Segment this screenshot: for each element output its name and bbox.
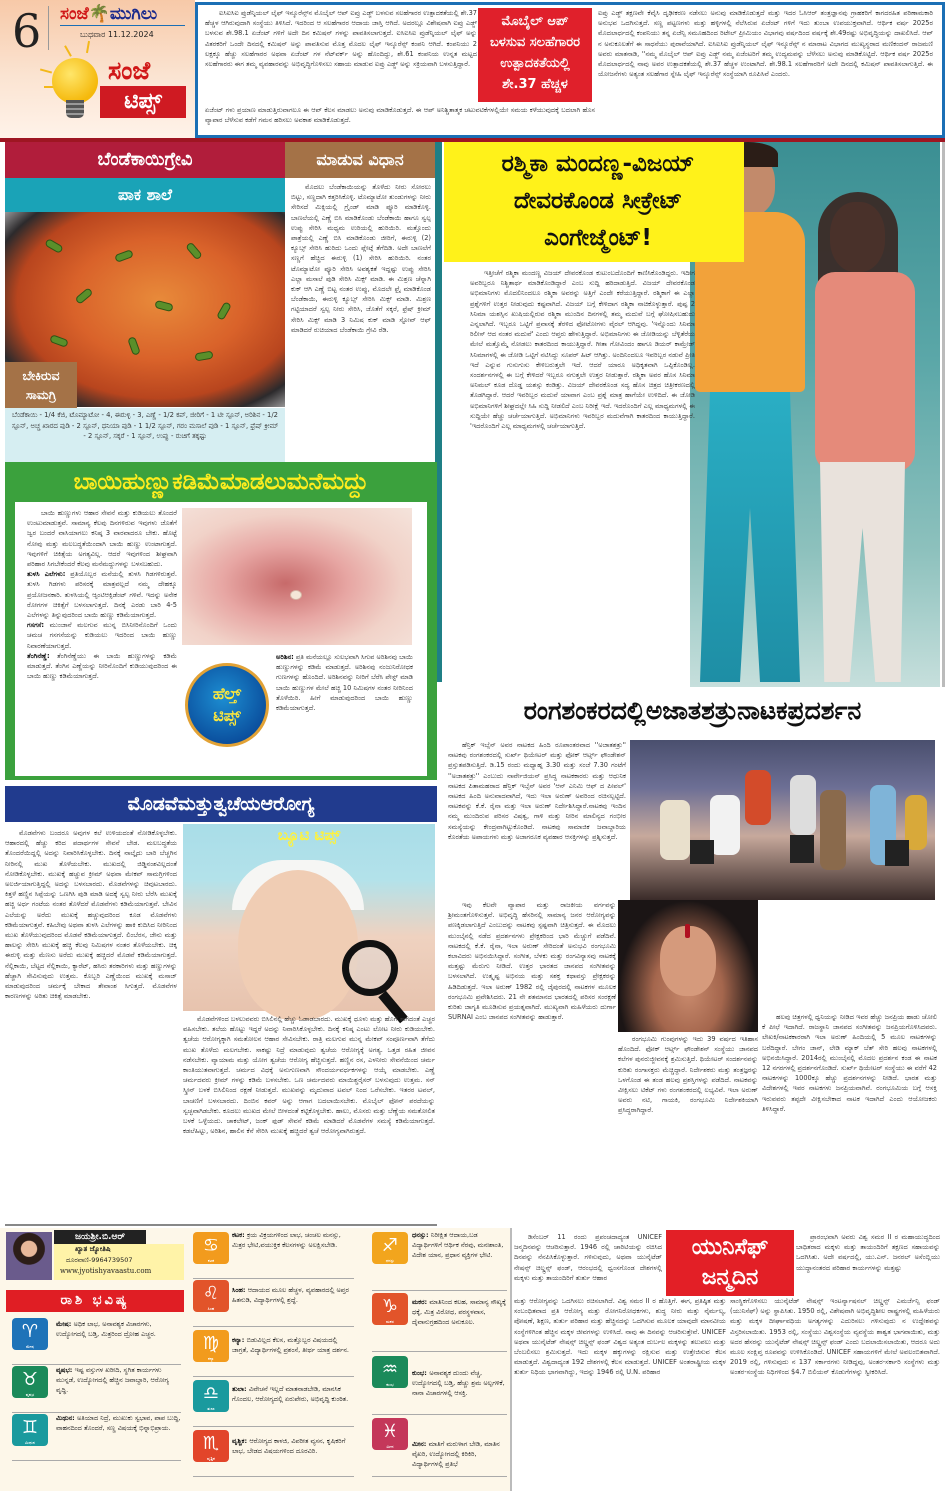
entry-divider	[12, 1460, 181, 1461]
entry-divider	[193, 1376, 354, 1377]
horoscope-entry	[56, 1414, 181, 1434]
entry-divider	[372, 1351, 507, 1352]
sign-prediction: ಇಷ್ಟ ವಸ್ತುಗಳ ಖರೀದಿ, ಸ್ಥಗಿತ ಕಾರ್ಯಗಳು ಮುನ್ನಡೆ, ಉದ್ಯೋಗದಲ್ಲಿ ಹೆಚ್ಚಿನ ಜವಾಬ್ದಾರಿ, ಆರೋಗ್ಯ ವೃದ್ಧಿ.	[56, 1366, 169, 1394]
astrologer-title: ಖ್ಯಾತ ಜ್ಯೋತಿಷಿ	[75, 1245, 111, 1253]
bindi	[685, 924, 690, 938]
rashi-bhavishya-title: ರಾಶಿ ಭವಿಷ್ಯ	[6, 1290, 184, 1312]
woman-top	[815, 272, 915, 472]
zodiac-glyph: ♈	[21, 1321, 39, 1342]
entry-divider	[193, 1278, 354, 1279]
headline-line: ಉತ್ಪಾದಕತೆಯಲ್ಲಿ	[500, 56, 570, 71]
theatre-text-col1	[448, 740, 626, 842]
paragraph: ಮೊದಲು ಬೆಂಡೆಕಾಯಿಯನ್ನು ತೊಳೆದು ನೀರು ಸೋರಲು ಬಿಟ್ಟು, ಸಣ್ಣದಾಗಿ ಕತ್ತರಿಸಿಕೊಳ್ಳಿ. ಟೊಮ್ಯಾಟೋ ತುಂಡುಗಳನ್ನು ನೀರು ಸೇರಿಸದೆ ಮಿಕ್ಸಿಯಲ್ಲಿ ಗ್ರೈಂಡ್ ಮಾಡಿ ಪ್ಯೂರಿ ಮಾಡಿಕೊಳ್ಳಿ. ಬಾಣಲೆಯಲ್ಲಿ ಎಣ್ಣೆ ಬಿಸಿ ಮಾಡಿಕೊಂಡು ಬೆಂಡೆಕಾಯಿ ಹಾಗೂ ಸ್ವಲ್ಪ ಉಪ್ಪು ಸೇರಿಸಿ ಮಧ್ಯಮ ಉರಿಯಲ್ಲಿ ಹುರಿಯಿರಿ. ಮತ್ತೊಂದು ಪಾತ್ರೆಯಲ್ಲಿ ಎಣ್ಣೆ ಬಿಸಿ ಮಾಡಿಕೊಂಡು ಜೀರಿಗೆ, ಈರುಳ್ಳಿ (2) ಕ್ಯೂಬ್ಸ್ ಸೇರಿಸಿ ಹುರಿದು ಒಂದು ಪ್ಲೇಟ್ಗೆ ತೆಗೆದಿಡಿ. ಅದೇ ಬಾಣಲೆಗೆ ಸಣ್ಣಗೆ ಹೆಚ್ಚಿದ ಈರುಳ್ಳಿ (1) ಸೇರಿಸಿ ಹುರಿಯಿರಿ. ನಂತರ ಟೊಮ್ಯಾಟೋ ಪ್ಯೂರಿ ಸೇರಿಸಿ ಅವಶ್ಯಕತೆ ಇದ್ದಷ್ಟು ಉಪ್ಪು ಸೇರಿಸಿ ಎಲ್ಲಾ ಮಸಾಲೆ ಪುಡಿ ಸೇರಿಸಿ ಮಿಕ್ಸ್ ಮಾಡಿ. ಈ ಮಿಶ್ರಣ ಚೆನ್ನಾಗಿ ಕುಕ್ ಆಗಿ ಎಣ್ಣೆ ಬಿಟ್ಟ ನಂತರ ಉಪ್ಪು, ಮೊದಲೇ ಫ್ರೈ ಮಾಡಿಕೊಂಡ ಬೆಂಡೆಕಾಯಿ, ಈರುಳ್ಳಿ ಕ್ಯೂಬ್ಸ್ ಸೇರಿಸಿ ಮಿಕ್ಸ್ ಮಾಡಿ. ಮಿಶ್ರಣ ಗಟ್ಟಿಯಾದರೆ ಸ್ವಲ್ಪ ನೀರು ಸೇರಿಸಿ, ಜೊತೆಗೆ ಸಕ್ಕರೆ, ಫ್ರೆಷ್ ಕ್ರೀಮ್ ಸೇರಿಸಿ ಮಿಕ್ಸ್ ಮಾಡಿ 3 ನಿಮಿಷ ಕುಕ್ ಮಾಡಿ ಸ್ಟೋವ್ ಆಫ್ ಮಾಡಿದರೆ ರುಚಿಯಾದ ಬೆಂಡೆಕಾಯಿ ಗ್ರೇವಿ ರೆಡಿ.	[291, 183, 431, 334]
astrologer-photo	[6, 1232, 52, 1280]
horoscope-entry	[232, 1286, 354, 1306]
top-article-bottom-text	[205, 105, 595, 125]
ila-arun-portrait	[618, 900, 758, 1032]
sign-name: ಮಿಥುನ:	[56, 1414, 77, 1422]
remedy-label: ತೆಂಗಿನೆಣ್ಣೆ:	[27, 651, 50, 660]
sign-prediction: ಆದಾಯದ ಮೂಲ ಹೆಚ್ಚಳ, ವ್ಯವಹಾರದಲ್ಲಿ ಅಪ್ತರ ಹಿತನುಡಿ, ವಿದ್ಯಾರ್ಥಿಗಳಲ್ಲಿ ಶ್ರದ್ಧೆ.	[232, 1286, 349, 1304]
paragraph: ಬಾಯಿ ಹುಣ್ಣುಗಳು ಆಹಾರ ಸೇವನೆ ಮತ್ತು ಕುಡಿಯಲು ತೊಂದರೆ ಉಂಟುಮಾಡುತ್ತವೆ. ಸಾಮಾನ್ಯ ಕೆಲವು ದಿನಗಳಿರುವ ಇವುಗಳು ಜೊತೆಗೆ ಜ್ವರ ಬಂದರೆ ವಾಸಿಯಾಗಲು ಕನಿಷ್ಠ 3 ವಾರವಾದರೂ ಬೇಕು. ಹೊಟ್ಟೆ ನೋವು ಮತ್ತು ಮಲಬದ್ಧತೆಯಿಂದಾಗಿ ಬಾಯಿ ಹುಣ್ಣು ಉಂಟಾಗುತ್ತದೆ. ಇವುಗಳಿಗೆ ಚಿಕಿತ್ಸೆಯ ಅಗತ್ಯವಿಲ್ಲ. ಆದರೆ ಇವುಗಳಿಂದ ಶೀಘ್ರವಾಗಿ ಪರಿಹಾರ ಸಿಗಬೇಕೆಂದರೆ ಕೆಲವು ಮನೆಮದ್ದುಗಳನ್ನು ಬಳಸಬಹುದು.	[27, 509, 177, 569]
actor	[745, 770, 771, 825]
lion-icon	[193, 1280, 229, 1312]
entry-divider	[12, 1364, 181, 1365]
theatre-headline: ರಂಗಶಂಕರದಲ್ಲಿಅಜಾತಶತ್ರುನಾಟಕಪ್ರದರ್ಶನ	[523, 696, 862, 725]
unicef-headline	[666, 1230, 794, 1296]
sign-icon-label: ತುಲಾ	[207, 1406, 215, 1411]
ulcer-title: ಬಾಯಿಹುಣ್ಣುಕಡಿಮೆಮಾಡಲುಮನೆಮದ್ದು	[73, 469, 369, 495]
badge-line: ಹೆಲ್ತ್	[212, 684, 242, 703]
rashmika-headline	[448, 146, 748, 257]
scorpion-icon	[193, 1430, 229, 1462]
pimple-title: ಮೊಡವೆಮತ್ತುತ್ವಚೆಯಆರೋಗ್ಯ	[5, 786, 437, 822]
section-title: ಸಂಜೆ	[108, 56, 151, 85]
headline-line: ರಶ್ಮಿಕಾ ಮಂದಣ್ಣ-ವಿಜಯ್	[501, 151, 695, 177]
entry-divider	[372, 1414, 507, 1415]
badge-line: ಟಿಪ್ಸ್	[213, 706, 241, 725]
headline-line: ಯುನಿಸೆಫ್	[691, 1235, 769, 1260]
sign-prediction: ನಿರೀಕ್ಷಿತ ಆದಾಯ,ಬಡ ವಿದ್ಯಾರ್ಥಿಗಳಿಗೆ ಆರ್ಥಿಕ ನೆರವು, ಮನಃಶಾಂತಿ, ವಿದೇಶ ಯಾನ, ಪ್ರಧಾನ ವ್ಯಕ್ತಿಗಳ ಭೇಟಿ.	[412, 1231, 504, 1259]
stage-cube	[790, 835, 814, 863]
paragraph: ಮತ್ತು ಆರೋಗ್ಯವನ್ನು ಒದಗಿಸಲು ರಚಿಸಲಾಗಿದೆ. ವಿಶ್ವ ಸಮರ II ರ ಹೊತ್ತಿಗೆ. ಈಗ, ಪ್ರತಿಷ್ಠಿತ ಮತ್ತು ಸಂಬಂಧಿತವಾದ ಪ್ರತಿ ಆರೋಗ್ಯ ಮತ್ತು ರೋಗನಿರೋಧಕಗಳು, ಶುದ್ಧ ನೀರು ಮತ್ತು ನೈರ್ಮಲ್ಯ, ಪೋಷಣೆ, ಶಿಕ್ಷಣ, ತುರ್ತು ಪರಿಹಾರ ಮತ್ತು ಹೆಚ್ಚಿನದನ್ನು ಒದಗಿಸುವ ಮೂಲಕ ಯಾವುದೇ ಮಾನವೀಯ ಸಂಸ್ಥೆಗಳಿಗಿಂತ ಹೆಚ್ಚಿನ ಮಕ್ಕಳ ಜೀವಗಳನ್ನು ಉಳಿಸಿದೆ. ನಾವು ಈ ದಿನವನ್ನು ಆಚರಿಸುತ್ತೇವೆ. UNICEF ಅಥವಾ ಯುನೈಟೆಡ್ ನೇಷನ್ಸ್ ಚಿಲ್ಡ್ರನ್ಸ್ ಫಂಡ್ ವಿಶ್ವದ ಅತ್ಯಂತ ದುರ್ಬಲ ಮಕ್ಕಳನ್ನು ತಲುಪಲು ಮತ್ತು ಬೆಂಬಲಿಸಲು ಶ್ರಮಿಸುತ್ತದೆ. ಇದು ಮಕ್ಕಳ ಹಕ್ಕುಗಳನ್ನು ರಕ್ಷಿಸುವ ಮತ್ತು ಉತ್ತೇಜಿಸುವ ಕೆಲಸ ಮಾಡುತ್ತದೆ. ವಿಶ್ವದಾದ್ಯಂತ 192 ದೇಶಗಳಲ್ಲಿ ಕೆಲಸ ಮಾಡುತ್ತದೆ. UNICEF ಅಂತರಾಷ್ಟ್ರೀಯ ಮಕ್ಕಳ ತುರ್ತು ನಿಧಿಯ ಭಾಗವಾಗಿದ್ದು, ಇದನ್ನು 1946 ರಲ್ಲಿ U.N. ಪರಿಹಾರ	[514, 1297, 726, 1377]
pot-icon	[372, 1356, 408, 1388]
remedy-text: ಪ್ರತಿ ಮನೆಯಲ್ಲೂ ಸುಲಭವಾಗಿ ಸಿಗುವ ಅರಿಶಿನವು ಬಾಯಿ ಹುಣ್ಣುಗಳನ್ನು ಕಡಿಮೆ ಮಾಡುತ್ತದೆ. ಅರಿಶಿನವು ನಂಜುನಿರೋಧಕ ಗುಣಗಳನ್ನು ಹೊಂದಿದೆ. ಅರಿಶಿನವನ್ನು ನೀರಿಗೆ ಬೆರೆಸಿ ಪೇಸ್ಟ್ ಮಾಡಿ ಬಾಯಿ ಹುಣ್ಣುಗಳ ಮೇಲೆ ಹಚ್ಚಿ 10 ನಿಮಿಷಗಳ ನಂತರ ನೀರಿನಿಂದ ತೊಳೆಯಿರಿ. ಹೀಗೆ ಮಾಡುವುದರಿಂದ ಬಾಯಿ ಹುಣ್ಣು ಕಡಿಮೆಯಾಗುತ್ತದೆ.	[276, 653, 413, 713]
headline-line: ದೇವರಕೊಂಡ ಸೀಕ್ರೇಟ್	[513, 188, 683, 214]
sign-name: ಮಕರ:	[412, 1298, 430, 1306]
paragraph: ಇವು ಕೆಲವೇ ವ್ಯಾಪಾರ ಮತ್ತು ರಾಜಕೀಯ ವರ್ಗವನ್ನು ಶ್ರೀಮಂತಗೊಳಿಸುತ್ತವೆ. ಅಭಿವೃದ್ಧಿ ಹೆಸರಿನಲ್ಲಿ ಸಾಮಾನ್ಯ ಜನರ ಆರೋಗ್ಯವನ್ನು ಪಣಕ್ಕಿಡಲಾಗುತ್ತಿದೆ ಎಂಬುದನ್ನು ನಾಟಕವು ಸ್ಪಷ್ಟವಾಗಿ ಚಿತ್ರಿಸುತ್ತದೆ. ಈ ಮೊದಲು ಮುಂಬೈನಲ್ಲಿ ನಡೆದ ಪ್ರದರ್ಶನಗಳು ಪ್ರೇಕ್ಷಕರಿಂದ ಭಾರಿ ಮೆಚ್ಚುಗೆ ಪಡೆದಿವೆ. ನಾಟಕದಲ್ಲಿ ಕೆ.ಕೆ. ರೈನಾ, ಇಲಾ ಅರುಣ್ ಸೇರಿದಂತೆ ಅನುಭವಿ ರಂಗಭೂಮಿ ಕಲಾವಿದರು ಅಭಿನಯಿಸಿದ್ದಾರೆ. ಸಂಗೀತ, ಬೆಳಕು ಮತ್ತು ರಂಗವಿನ್ಯಾಸವು ನಾಟಕಕ್ಕೆ ಮತ್ತಷ್ಟು ಮೆರುಗು ನೀಡಿದೆ. ಉತ್ತರ ಭಾರತದ ಜಾನಪದ ಸಂಗೀತವನ್ನು ಬಳಸಲಾಗಿದೆ. ಉತ್ಕೃಷ್ಟ ಅಭಿನಯ ಮತ್ತು ಸಶಕ್ತ ಕಥಾವಸ್ತು ಪ್ರೇಕ್ಷಕರನ್ನು ಹಿಡಿದಿಡುತ್ತದೆ. ಇಲಾ ಅರುಣ್ 1982 ರಲ್ಲಿ ಜೈಪುರದಲ್ಲಿ ನಾಟಕಗಳ ಮೂಲಕ ರಂಗಭೂಮಿ ಪ್ರವೇಶಿಸಿದರು. 21 ನೇ ಶತಮಾನದ ಭಾರತದಲ್ಲಿ ಪರಿಸರ ಸಂರಕ್ಷಣೆ ಕುರಿತು ಜಾಗೃತಿ ಮೂಡಿಸುವ ಪ್ರಯತ್ನವಾಗಿದೆ. ಮುಖ್ಯವಾಗಿ ಮಹಿಳೆಯರು ದುರ್ಗಾ SURNAI ಎಂಬ ಜಾನಪದ ಸಂಗೀತವನ್ನು ಹಾಡುತ್ತಾರೆ.	[448, 901, 616, 1022]
zodiac-glyph: ♐	[381, 1235, 399, 1256]
horoscope-entry	[232, 1231, 354, 1251]
horoscope-entry	[232, 1437, 354, 1457]
okra-piece	[49, 334, 69, 348]
mouth-ulcer-photo	[182, 508, 412, 645]
top-article-headline	[478, 8, 592, 102]
zodiac-glyph: ♓	[381, 1421, 399, 1442]
page-number: 6	[12, 4, 42, 58]
sign-name: ವೃಷಭ:	[56, 1366, 75, 1374]
paragraph: ರಂಗಭೂಮಿ ಗುಂಪುಗಳನ್ನು ಇದು 39 ವರ್ಷದ ಇತಿಹಾಸ ಹೊಂದಿದೆ. ಫೋಕ್ ಆರ್ಟ್ಸ್ ಫೌಂಡೇಶನ್ ಸಂಸ್ಥೆಯು ಜಾನಪದ ಕಲೆಗಳ ಪುನರುಜ್ಜೀವನಕ್ಕೆ ಶ್ರಮಿಸುತ್ತಿದೆ. ಥಿಯೇಟರ್ ಸಂದರ್ಶನವನ್ನು ಕುರಿತು ರಂಗಾಸಕ್ತರು ಮೆಚ್ಚಿದ್ದಾರೆ. ನಿರ್ದೇಶಕರು ಮತ್ತು ತಂತ್ರಜ್ಞರನ್ನು ಒಳಗೊಂಡ ಈ ತಂಡ ಹಲವು ಪ್ರಶಸ್ತಿಗಳನ್ನು ಪಡೆದಿದೆ. ನಾಟಕವನ್ನು ವೀಕ್ಷಿಸಲು ಟಿಕೆಟ್ ಗಳು ರಂಗಶಂಕರದಲ್ಲಿ ಲಭ್ಯವಿವೆ. ಇಲಾ ಅರುಣ್ ಅವರು ನಟಿ, ಗಾಯಕಿ, ರಂಗಭೂಮಿ ನಿರ್ದೇಶಕಿಯಾಗಿ ಪ್ರಸಿದ್ಧರಾಗಿದ್ದಾರೆ.	[618, 1035, 758, 1115]
bull-icon	[12, 1366, 48, 1398]
zodiac-glyph: ♒	[381, 1359, 399, 1380]
sign-icon-label: ಮೇಷ	[26, 1344, 34, 1349]
entry-divider	[193, 1326, 354, 1327]
headline-line: ಜನ್ಮದಿನ	[701, 1265, 759, 1290]
face-shape	[238, 870, 358, 1020]
sign-icon-label: ಕನ್ಯಾ	[208, 1356, 214, 1361]
actor	[710, 795, 740, 855]
sign-prediction: ಅತಿಯಾದ ನಿದ್ರೆ, ಮುಖುಕು ಸ್ವಭಾವ, ಪಾಪ ಬುದ್ಧಿ, ವಾಹನದಿಂದ ತೊಂದರೆ, ಸಣ್ಣ ವಿಷಯಕ್ಕೆ ಭಿನ್ನಾಭಿಪ್ರಾಯ.	[56, 1414, 181, 1432]
zodiac-glyph: ♏	[202, 1433, 220, 1454]
theatre-text-col3	[618, 1034, 758, 1116]
lightbulb-icon	[52, 58, 98, 104]
headline-line: ಶೇ.37 ಹೆಚ್ಚಳ	[502, 77, 568, 92]
okra-piece	[185, 242, 203, 261]
health-tips-badge	[185, 663, 269, 747]
scales-icon	[193, 1380, 229, 1412]
entry-divider	[372, 1476, 507, 1477]
zodiac-glyph: ♋	[202, 1235, 220, 1256]
stage-play-photo	[630, 740, 935, 900]
ingredients-title-line: ಬೇಕಿರುವ	[22, 368, 60, 383]
astrologer-website: www.jyotishyavaastu.com	[60, 1267, 152, 1275]
sign-icon-label: ಮಕರ	[386, 1319, 394, 1324]
remedy-text: ಮುಂಜಾನೆ ಮಲಗುವ ಮುನ್ನ ಬಿಸಿನೀರಿನೊಂದಿಗೆ ಒಂದು ಚಮಚ ಗಸಗಸೆಯನ್ನು ಕುಡಿಯಲು ಇದರಿಂದ ಬಾಯಿ ಹುಣ್ಣು ನಿವಾರಣೆಯಾಗುತ್ತದೆ.	[27, 621, 177, 650]
remedy-label: ತುಳಸಿ ಎಲೆಗಳು:	[27, 570, 66, 579]
stage-cube	[885, 840, 909, 866]
ingredients-title-line: ಸಾಮಗ್ರಿ	[25, 387, 57, 402]
section-divider	[5, 1224, 437, 1226]
paragraph: ಇತ್ತೀಚೆಗೆ ರಶ್ಮಿಕಾ ಮಂದಣ್ಣ ವಿಜಯ್ ದೇವರಕೊಂಡ ಕುಟುಂಬದೊಂದಿಗೆ ಕಾಣಿಸಿಕೊಂಡಿದ್ದರು. ಇದೀಗ ಅವರಿಬ್ಬರೂ ನಿಶ್ಚಿತಾರ್ಥ ಮಾಡಿಕೊಂಡಿದ್ದಾರೆ ಎಂಬ ಸುದ್ದಿ ಹರಿದಾಡುತ್ತಿದೆ. ವಿಜಯ್ ದೇವರಕೊಂಡ ಅಭಿಮಾನಿಗಳು ಮೊದಲಿನಿಂದಲೂ ರಶ್ಮಿಕಾ ಅವರನ್ನು ಅತ್ತಿಗೆ ಎಂದೇ ಕರೆಯುತ್ತಿದ್ದಾರೆ. ರಶ್ಮಿಕಾಗೆ ಈ ಎಲ್ಲಾ ಪ್ರಶ್ನೆಗಳಿಗೆ ಉತ್ತರ ನೀಡುವುದು ಕಷ್ಟವಾಗಿದೆ. ವಿಜಯ್ ಬಗ್ಗೆ ಕೇಳಿದಾಗ ರಶ್ಮಿಕಾ ನಾಚಿಕೊಳ್ಳುತ್ತಾರೆ. ಪುಷ್ಪ 2 ಸಿನಿಮಾ ಯಶಸ್ಸಿನ ಖುಷಿಯಲ್ಲಿರುವ ರಶ್ಮಿಕಾ ಮುಂದಿನ ದಿನಗಳಲ್ಲಿ ತಮ್ಮ ಮದುವೆ ಬಗ್ಗೆ ಘೋಷಿಸಬಹುದು ಎನ್ನಲಾಗಿದೆ. ಇಬ್ಬರೂ ಒಟ್ಟಿಗೆ ಪ್ರವಾಸಕ್ಕೆ ತೆರಳಿದ ಫೋಟೋಗಳು ವೈರಲ್ ಆಗಿದ್ದವು. 'ಇನ್ನೊಂದು ಸಿನಿಮಾ ರಿಲೀಸ್ ಆದ ನಂತರ ಮದುವೆ' ಎಂದು ಆಪ್ತರು ಹೇಳುತ್ತಿದ್ದಾರೆ. ಅಭಿಮಾನಿಗಳು ಈ ಜೋಡಿಯನ್ನು ಬೆಳ್ಳಿತೆರೆಯ ಮೇಲೆ ಮತ್ತೊಮ್ಮೆ ನೋಡಲು ಕಾತರದಿಂದ ಕಾಯುತ್ತಿದ್ದಾರೆ. ಗೀತಾ ಗೋವಿಂದಂ ಹಾಗೂ ಡಿಯರ್ ಕಾಮ್ರೇಡ್ ಸಿನಿಮಾಗಳಲ್ಲಿ ಈ ಜೋಡಿ ಒಟ್ಟಿಗೆ ನಟಿಸಿದ್ದು ಸೂಪರ್ ಹಿಟ್ ಆಗಿತ್ತು. ಅಂದಿನಿಂದಲೂ ಇವರಿಬ್ಬರ ನಡುವೆ ಪ್ರೀತಿ ಇದೆ ಎನ್ನುವ ಗುಸುಗುಸು ಕೇಳಿಬರುತ್ತಲೇ ಇದೆ. ಆದರೆ ಯಾರೂ ಅಧಿಕೃತವಾಗಿ ಒಪ್ಪಿಕೊಂಡಿಲ್ಲ. ಸಂದರ್ಶನಗಳಲ್ಲಿ ಈ ಬಗ್ಗೆ ಕೇಳಿದರೆ ಇಬ್ಬರೂ ನಗುತ್ತಲೇ ಉತ್ತರ ನೀಡುತ್ತಾರೆ. ರಶ್ಮಿಕಾ ಅವರ ಹೊಸ ಸಿನಿಮಾ ಅನಿಮಲ್ ಕೂಡ ದೊಡ್ಡ ಯಶಸ್ಸು ಕಂಡಿತ್ತು. ವಿಜಯ್ ದೇವರಕೊಂಡ ಸದ್ಯ ಹೊಸ ಚಿತ್ರದ ಚಿತ್ರೀಕರಣದಲ್ಲಿ ತೊಡಗಿದ್ದಾರೆ. ಆದರೆ ಇವರಿಬ್ಬರ ಮದುವೆ ಯಾವಾಗ ಎಂಬ ಪ್ರಶ್ನೆ ಮಾತ್ರ ಹಾಗೆಯೇ ಉಳಿದಿದೆ. ಈ ಜೋಡಿ ಅಭಿಮಾನಿಗಳಿಗೆ ಶೀಘ್ರದಲ್ಲೇ ಸಿಹಿ ಸುದ್ದಿ ನೀಡಲಿದೆ ಎಂಬ ನಿರೀಕ್ಷೆ ಇದೆ. ಇದರೊಂದಿಗೆ ಎಲ್ಲ ಮಾಧ್ಯಮಗಳಲ್ಲಿ ಈ ಸುದ್ದಿಯೇ ಹೆಚ್ಚು ಚರ್ಚೆಯಾಗುತ್ತಿದೆ. ಅಭಿಮಾನಿಗಳು ಇವರಿಬ್ಬರ ಮದುವೆಗಾಗಿ ಕಾತರದಿಂದ ಕಾಯುತ್ತಿದ್ದಾರೆ. 'ಇದರೊಂದಿಗೆ ಎಲ್ಲ ಮಾಧ್ಯಮಗಳಲ್ಲಿ ಚರ್ಚೆಯಾಗುತ್ತಿದೆ.	[470, 269, 695, 431]
newspaper-name	[60, 4, 157, 24]
ram-icon	[12, 1318, 48, 1350]
sign-icon-label: ಕುಂಭ	[386, 1382, 394, 1387]
sign-prediction: ಮಾತಿನಿಂದ ಕಲಹ, ಸಾಮಾನ್ಯ ಸೌಖ್ಯಕ್ಕೆ ಧಕ್ಕೆ, ಮಿತ್ರ ವಿರೋಧ, ಪರಸ್ಥಳವಾಸ, ದೈವಾನುಗ್ರಹದಿಂದ ಅನುಕೂಲ.	[412, 1298, 506, 1326]
maiden-icon	[193, 1330, 229, 1362]
twins-icon	[12, 1414, 48, 1446]
remedy-text: ಪ್ರತಿಯೊಬ್ಬರ ಮನೆಯಲ್ಲಿ ತುಳಸಿ ಗಿಡಗಳಿರುತ್ತವೆ. ತುಳಸಿ ಗಿಡಗಳು ಪರಿಸರಕ್ಕೆ ಮಾತ್ರವಲ್ಲದೆ ನಮ್ಮ ದೇಹಕ್ಕೂ ಪ್ರಯೋಜನಕಾರಿ. ತುಳಸಿಯಲ್ಲಿ ಆ್ಯಂಟಿಆಕ್ಸಿಡೆಂಟ್ ಗಳಿವೆ. ಇದನ್ನು ಅನೇಕ ರೋಗಗಳ ಚಿಕಿತ್ಸೆಗೆ ಬಳಸಲಾಗುತ್ತದೆ. ದಿನಕ್ಕೆ ಎರಡು ಬಾರಿ 4-5 ಎಲೆಗಳನ್ನು ತಿನ್ನುವುದರಿಂದ ಬಾಯಿ ಹುಣ್ಣು ಕಡಿಮೆಯಾಗುತ್ತದೆ.	[27, 570, 177, 620]
masthead-underline	[60, 25, 185, 26]
sign-prediction: ಬಿಡುವಿಲ್ಲದ ಕೆಲಸ, ಮತ್ತೊಬ್ಬರ ವಿಷಯದಲ್ಲಿ ಜಾಗ್ರತೆ, ವಿದ್ಯಾರ್ಥಿಗಳಲ್ಲಿ ಪ್ರಶಂಸೆ, ತೀರ್ಥ ಯಾತ್ರ ದರ್ಶನ.	[232, 1336, 349, 1354]
sign-prediction: ಆರೋಗ್ಯದ ಕಾಳಜಿ, ವಿಪರೀತ ವ್ಯಸನ, ಕೃಷಿಕರಿಗೆ ಲಾಭ, ಬೇಡದ ವಿಷಯಗಳಿಂದ ದೂರವಿರಿ.	[232, 1437, 346, 1455]
astrologer-phone: ದೂರವಾಣಿ-9964739507	[66, 1256, 133, 1264]
sign-icon-label: ಮೀನ	[386, 1444, 394, 1449]
zodiac-glyph: ♎	[202, 1383, 220, 1404]
zodiac-glyph: ♌	[202, 1283, 220, 1304]
entry-divider	[12, 1412, 181, 1413]
horoscope-entry	[412, 1231, 507, 1260]
sign-icon-label: ಮಿಥುನ	[25, 1440, 35, 1445]
sign-icon-label: ಧನಸ್ಸು	[385, 1258, 395, 1263]
ulcer-spot	[290, 590, 302, 600]
zodiac-glyph: ♊	[21, 1417, 39, 1438]
actor	[820, 790, 846, 870]
sign-name: ವೃಶ್ಚಿಕ:	[232, 1437, 250, 1445]
unicef-text-col-lower2	[730, 1296, 940, 1378]
fish-icon	[372, 1418, 408, 1450]
man-jeans	[700, 392, 800, 682]
sign-icon-label: ಸಿಂಹ	[207, 1306, 215, 1311]
stage-cube	[690, 840, 714, 864]
sign-prediction: ಕ್ರಯ ವಿಕ್ರಯಗಳಿಂದ ಲಾಭ, ಚಂಚಲ ಮನಸ್ಸು, ಮಿತ್ರರ ಭೇಟಿ,ವಯುಕ್ತಿಕ ಕೆಲಸಗಳನ್ನು ಅಲಕ್ಷಿಸಬೇಡಿ.	[232, 1231, 341, 1249]
paragraph: ಐಪ್ರು ಎಡ್ಜ್ ತಕ್ಷಣವೇ ಕೆವೈಸಿ ದೃಢೀಕರಣ ನಡೆಸಲು ಅನುವು ಮಾಡಿಕೊಡುತ್ತದೆ ಮತ್ತು ಇದರ ಓಸಿಆರ್ ತಂತ್ರಜ್ಞಾನವು ಗ್ರಾಹಕರಿಗೆ ಕಾಗದರಹಿತ ಪರಿಣಾಮಕಾರಿ ಅನುಭವ ಒದಗಿಸುತ್ತದೆ. ಸಣ್ಣ ಪಟ್ಟಣಗಳು ಮತ್ತು ಹಳ್ಳಿಗಳಲ್ಲಿ ನೆಲೆಸಿರುವ ಏಜೆಂಟ್ ಗಳಿಗೆ ಇದು ತುಂಬಾ ಉಪಯುಕ್ತವಾಗಿದೆ. ಆರ್ಥಿಕ ವರ್ಷ 2025ರ ಮೊದಲಾರ್ಧದಲ್ಲಿ ಕಂಪನಿಯು ತನ್ನ ಏಜೆನ್ಸಿ ಸಮೂಹದಿಂದ ರಿಟೇಲ್ ಪ್ರೀಮಿಯಂ ವಿಭಾಗವು ವರ್ಷದಿಂದ ವರ್ಷಕ್ಕೆ ಶೇ.49ರಷ್ಟು ಅಭಿವೃದ್ಧಿಯನ್ನು ದಾಖಲಿಸಿದೆ. ಆಪ್ ನ ಅನುಕೂಲತೆಗೆ ಈ ಸಾಧನೆಯು ಪುರಾವೆಯಾಗಿದೆ. ಐಸಿಐಸಿಐ ಪ್ರುಡೆನ್ಶಿಯಲ್ ಲೈಫ್ ಇನ್ಶೂರೆನ್ಸ್ ನ ಮಾರಾಟ ವಿಭಾಗದ ಮುಖ್ಯಸ್ಥರಾದ ಮಣಿಕಂದನ್ ರಾಜಮಣಿ ಅವರು ಮಾತನಾಡಿ, ''ನಮ್ಮ ಮೊಬೈಲ್ ಆಪ್ ಐಪ್ರು ಎಡ್ಜ್ ನಮ್ಮ ಏಜೆಂಟರಿಗೆ ತಮ್ಮ ಉದ್ಯಮವನ್ನು ಬೆಳೆಸಲು ಅನುವು ಮಾಡಿಕೊಟ್ಟಿದೆ. ಆರ್ಥಿಕ ವರ್ಷ 2025ರ ಮೊದಲಾರ್ಧದಲ್ಲಿ ನಾವು ಅವರ ಉತ್ಪಾದಕತೆಯಲ್ಲಿ ಶೇ.37 ಹೆಚ್ಚಳ ಉಂಟಾಗಿದೆ. ಶೇ.98.1 ಸಲಹೆಗಾರರಿಗೆ ಅದೇ ದಿನದಲ್ಲಿ ಕಮಿಷನ್ ಪಾವತಿಸಲಾಗುತ್ತಿದೆ. ಈ ಯೋಜನೆಗಳು ಅತ್ಯಂತ ಸಲಹೆಗಾರ ಸ್ನೇಹಿ ಲೈಫ್ ಇನ್ಶೂರೆನ್ಸ್ ಸಂಸ್ಥೆಯಾಗಿ ರೂಪಿಸಿವೆ ಎಂದರು.	[598, 9, 933, 79]
top-article-col2	[598, 8, 933, 79]
sign-icon-label: ವೃಷಭ	[25, 1392, 35, 1397]
unicef-text-col3	[796, 1232, 940, 1273]
pimple-text-col1	[5, 828, 177, 1001]
ingredients-title	[5, 362, 77, 408]
section-tag: ಟಿಪ್ಸ್	[100, 86, 186, 118]
sign-name: ತುಲಾ:	[232, 1385, 249, 1393]
newspaper-name-part2: ಮುಗಿಲು	[109, 4, 158, 24]
magnifier-icon	[342, 940, 398, 996]
okra-piece	[44, 238, 64, 254]
recipe-title: ಬೆಂಡೆಕಾಯಿಗ್ರೇವಿ	[5, 142, 285, 178]
headline-line: ಬಳಸುವ ಸಲಹೆಗಾರರ	[489, 35, 580, 50]
horoscope-entry	[412, 1369, 507, 1398]
sign-name: ಮೀನ:	[412, 1440, 429, 1448]
remedy-label: ಅರಿಶಿನ:	[276, 653, 294, 661]
kitchen-section-title: ಪಾಕ ಶಾಲೆ	[5, 178, 285, 212]
sign-prediction: ಅನಾವಶ್ಯಕ ದುಂದು ವೆಚ್ಚ, ಉದ್ಯೋಗದಲ್ಲಿ ಬಡ್ತಿ, ಹೆಚ್ಚು ಶ್ರಮ ಅಲ್ಪಗಳಿಕೆ, ನಾನಾ ವಿಚಾರಗಳಲ್ಲಿ ಆಸಕ್ತಿ.	[412, 1369, 505, 1397]
sign-prediction: ವಿವೇಚನೆ ಇಲ್ಲದೆ ಮಾತನಾಡಬೇಡಿ, ಮಾನಸಿಕ ಗೊಂದಲ, ಆರೋಗ್ಯದಲ್ಲಿ ಏರುಪೇರು, ಅಭಿವೃದ್ಧಿ ಕುಂಠಿತ.	[232, 1385, 349, 1403]
theatre-text-col2	[448, 900, 616, 1022]
okra-piece	[127, 336, 141, 356]
woman-pants	[820, 462, 905, 682]
paragraph: ಹೆನ್ರಿಕ್ ಇಬ್ಸೆನ್ ಅವರ ನಾಟಕದ ಹಿಂದಿ ರೂಪಾಂತರವಾದ ''ಅಜಾತಶತ್ರು'' ನಾಟಕವು ರಂಗಶಂಕರದಲ್ಲಿ ಸುರ್ಖ್ ಥಿಯೇಟರ್ ಮತ್ತು ಫೋಕ್ ಆರ್ಟ್ಸ್ ಫೌಂಡೇಶನ್ ಪ್ರಸ್ತುತಪಡಿಸುತ್ತಿದೆ. ಡಿ.15 ರಂದು ಮಧ್ಯಾಹ್ನ 3.30 ಮತ್ತು ಸಂಜೆ 7.30 ಗಂಟೆಗೆ ''ಅಜಾತಶತ್ರು'' ಎಂಬುದು ನಾರ್ವೇಜಿಯನ್ ಪ್ರಸಿದ್ಧ ನಾಟಕಕಾರರು ಮತ್ತು ಆಧುನಿಕ ನಾಟಕದ ಪಿತಾಮಹರಾದ ಹೆನ್ರಿಕ್ ಇಬ್ಸೆನ್ ಅವರ 'ಆನ್ ಎನಿಮಿ ಆಫ್ ದ ಪೀಪಲ್' ನಾಟಕದ ಹಿಂದಿ ಅನುವಾದವಾಗಿದೆ, ಇದು ಇಲಾ ಅರುಣ್ ಅವರಿಂದ ರಚಿಸಲ್ಪಟ್ಟಿದೆ. ನಾಟಕವನ್ನು ಕೆ.ಕೆ. ರೈನಾ ಮತ್ತು ಇಲಾ ಅರುಣ್ ನಿರ್ದೇಶಿಸಿದ್ದಾರೆ.ನಾಟಕವು ಇಂದಿನ ನಮ್ಮ ಮುಂದಿರುವ ಪರಿಸರ ವಿಷತ್ವ, ಗಾಳಿ ಮತ್ತು ನೀರಿನ ಮಾಲಿನ್ಯದ ಗಂಭೀರ ಸಮಸ್ಯೆಯನ್ನು ಕೇಂದ್ರವಾಗಿಟ್ಟುಕೊಂಡಿದೆ. ನಾಟಕವು ಸಾಮಾಜಿಕ ಜವಾಬ್ದಾರಿಯ ಕೊರತೆಯ ಅಪಾಯಗಳು ಮತ್ತು ಅಜಾಗರೂಕ ವ್ಯವಹಾರ ಆಸಕ್ತಿಗಳನ್ನು ಪ್ರಶ್ನಿಸುತ್ತದೆ.	[448, 741, 626, 841]
sign-name: ಕಟಕ:	[232, 1231, 247, 1239]
paragraph: ಹಲವು ಚಿತ್ರಗಳಲ್ಲಿ ಧ್ವನಿಯನ್ನು ನೀಡಿದ ಇವರ ಹೆಚ್ಚು ಜನಪ್ರಿಯ ಹಾಡು ಚೋಲಿ ಕೆ ಪೀಛೆ ಇದಾಗಿದೆ. ರಾಜಸ್ಥಾನಿ ಜಾನಪದ ಸಂಗೀತವನ್ನು ಜನಪ್ರಿಯಗೊಳಿಸಿದವರು. ಲೇಖಕಿ/ನಾಟಕಕಾರರಾಗಿ ಇಲಾ ಅರುಣ್ ಹಿಂದಿಯಲ್ಲಿ 5 ಮೂಲ ನಾಟಕಗಳನ್ನು ಬರೆದಿದ್ದಾರೆ. ಬೇಗಂ ಜಾನ್, ಲೇಡಿ ಮ್ಯಾಕ್ ಬೆತ್ ಸೇರಿ ಹಲವು ನಾಟಕಗಳಲ್ಲಿ ಅಭಿನಯಿಸಿದ್ದಾರೆ. 2014ರಲ್ಲಿ ಮುಂಬೈನಲ್ಲಿ ಮೊದಲ ಪ್ರದರ್ಶನ ಕಂಡ ಈ ನಾಟಕ 12 ನಗರಗಳಲ್ಲಿ ಪ್ರದರ್ಶನಗೊಂಡಿದೆ. ಸುರ್ಖ್ ಥಿಯೇಟರ್ ಸಂಸ್ಥೆಯು ಈ ವರೆಗೆ 42 ನಾಟಕಗಳನ್ನು 1000ಕ್ಕೂ ಹೆಚ್ಚು ಪ್ರದರ್ಶನಗಳನ್ನು ನೀಡಿದೆ. ಭಾರತ ಮತ್ತು ವಿದೇಶಗಳಲ್ಲಿ ಇವರ ನಾಟಕಗಳು ಜನಪ್ರಿಯವಾಗಿವೆ. ರಂಗಭೂಮಿಯ ಬಗ್ಗೆ ಆಸಕ್ತಿ ಇರುವವರು ತಪ್ಪದೇ ವೀಕ್ಷಿಸಬೇಕಾದ ನಾಟಕ ಇದಾಗಿದೆ ಎಂದು ಆಯೋಜಕರು ತಿಳಿಸಿದ್ದಾರೆ.	[762, 1013, 937, 1113]
paragraph: ಏಜೆಂಟ್ ಗಳು ಪ್ರಯಾಣ ಮಾಡುತ್ತಿರುವಾಗಲೂ ಈ ಆಪ್ ಕೆಲಸ ಮಾಡಲು ಅನುವು ಮಾಡಿಕೊಡುತ್ತದೆ. ಈ ಆಪ್ ಅನಿಶ್ಚಿತಾತ್ಮಕ ಚಟುವಟಿಕೆಗಳಲ್ಲಿಯೇ ಸಮಯ ಕಳೆಯುವುದಕ್ಕೆ ಬದಲಾಗಿ ಹೊಸ ವ್ಯಾಪಾರ ಬೆಳೆಸುವ ಕಡೆಗೆ ಗಮನ ಹರಿಸಲು ಅವಕಾಶ ಮಾಡಿಕೊಡುತ್ತದೆ.	[205, 106, 595, 125]
bow-icon	[372, 1232, 408, 1264]
paragraph: ಐಸಿಐಸಿಐ ಪ್ರುಡೆನ್ಶಿಯಲ್ ಲೈಫ್ ಇನ್ಶೂರೆನ್ಸ್‌ನ ಮೊಬೈಲ್ ಆಪ್ ಐಪ್ರು ಎಡ್ಜ್ ಬಳಸುವ ಸಲಹೆಗಾರರ ಉತ್ಪಾದಕತೆಯಲ್ಲಿ ಶೇ.37 ಹೆಚ್ಚಳ ಆಗಿರುವುದಾಗಿ ಸಂಸ್ಥೆಯು ತಿಳಿಸಿದೆ. ಇದರಿಂದ ಆ ಸಲಹೆಗಾರರ ಆದಾಯ ಜಾಸ್ತಿ ಆಗಿದೆ. ಅದರಲ್ಲೂ ವಿಶೇಷವಾಗಿ ಐಪ್ರು ಎಡ್ಜ್ ಬಳಸುವ ಶೇ.98.1 ಏಜೆಂಟ್ ಗಳಿಗೆ ಅದೇ ದಿನ ಕಮಿಷನ್ ಗಳನ್ನು ಪಾವತಿಸಲಾಗುತ್ತದೆ. ಐಸಿಐಸಿಐ ಪ್ರುಡೆನ್ಶಿಯಲ್ ಲೈಫ್ ಅನ್ನು ವಿತರಕರಿಗೆ ಒಂದೇ ದಿನದಲ್ಲಿ ಕಮಿಷನ್ ಅನ್ನು ಪಾವತಿಸುವ ಮೊತ್ತ ಮೊದಲ ಲೈಫ್ ಇನ್ಶೂರೆನ್ಸ್ ಕಂಪನಿ ಆಗಿದೆ. ಕಂಪನಿಯು 2 ಲಕ್ಷಕ್ಕೂ ಹೆಚ್ಚು ಸಲಹೆಗಾರರ ಅಥವಾ ಏಜೆಂಟ್ ಗಳ ನೆಟ್‌ವರ್ಕ್ ಅನ್ನು ಹೊಂದಿದ್ದು, ಶೇ.61 ಕಂಪನಿಯ ಉನ್ನತ ಮಟ್ಟದ ಸಲಹೆಗಾರರು ಈಗ ತಮ್ಮ ವ್ಯವಹಾರವನ್ನು ಅಭಿವೃದ್ಧಿಗೊಳಿಸಲು ಸಹಾಯ ಮಾಡುವ ಐಪ್ರು ಎಡ್ಜ್ ಅನ್ನು ಸಕ್ರಿಯವಾಗಿ ಬಳಸುತ್ತಿದ್ದಾರೆ.	[205, 9, 477, 69]
headline-line: ಮೊಬೈಲ್ ಆಪ್	[501, 14, 569, 29]
newspaper-name-part1: ಸಂಜೆ	[60, 4, 89, 24]
remedy-label: ಗಸಗಸೆ:	[27, 621, 45, 630]
paragraph: ಡಿಸೆಂಬರ್ 11 ರಂದು ಪ್ರಪಂಚದಾದ್ಯಂತ UNICEF ಜನ್ಮದಿನವನ್ನು ಆಚರಿಸುತ್ತಾರೆ. 1946 ರಲ್ಲಿ ಚಾರಿಟಿಯನ್ನು ರಚಿಸಿದ ದಿನವನ್ನು ನೆನಪಿಸಿಕೊಳ್ಳುತ್ತಾರೆ. ಗಳಿಸುವುದು, ಅಥವಾ ಯುನೈಟೆಡ್ ನೇಷನ್ಸ್ ಚಿಲ್ಡ್ರನ್ಸ್ ಫಂಡ್, ಆರಂಭದಲ್ಲಿ ಧ್ವಂಸಗೊಂಡ ದೇಶಗಳಲ್ಲಿ ಮಕ್ಕಳು ಮತ್ತು ತಾಯಂದಿರಿಗೆ ತುರ್ತು ಆಹಾರ	[514, 1233, 662, 1282]
okra-piece	[194, 350, 213, 361]
paragraph: ಪ್ರಾರಂಭವಾಗಿ ಅವರು ವಿಶ್ವ ಸಮರ II ರ ಮಹಾಯುದ್ಧದಿಂದ ಬಾಧಿತರಾದ ಮಕ್ಕಳು ಮತ್ತು ತಾಯಂದಿರಿಗೆ ತಕ್ಷಣದ ಸಹಾಯವನ್ನು ಒದಗಿಸಿತು. ಅದೇ ವರ್ಷದಲ್ಲಿ, ಯು.ಎನ್. ಜನರಲ್ ಅಸೆಂಬ್ಲಿಯು ಯುದ್ಧಾನಂತರದ ಪರಿಹಾರ ಕಾರ್ಯಗಳನ್ನು ಮತ್ತಷ್ಟು	[796, 1233, 940, 1272]
unicef-text-col-lower1	[514, 1296, 726, 1378]
actor	[660, 800, 690, 860]
goat-icon	[372, 1293, 408, 1325]
sign-icon-label: ಕಟಕ	[207, 1258, 215, 1263]
entry-divider	[193, 1426, 354, 1427]
rashmika-article-text	[470, 268, 695, 431]
actor	[790, 775, 816, 835]
beauty-tips-tag: ಬ್ಯೂಟಿ ಟಿಪ್ಸ್	[277, 826, 341, 844]
sign-name: ಧನಸ್ಸು:	[412, 1231, 431, 1239]
zodiac-glyph: ♑	[381, 1296, 399, 1317]
zodiac-glyph: ♉	[21, 1369, 39, 1390]
horoscope-entry	[232, 1336, 354, 1356]
method-title: ಮಾಡುವ ವಿಧಾನ	[285, 142, 435, 178]
okra-piece	[75, 287, 94, 305]
horoscope-entry	[232, 1385, 354, 1405]
horoscope-entry	[412, 1440, 507, 1469]
palm-logo-icon: 🌴	[88, 4, 110, 24]
pimple-text-col2	[183, 1014, 435, 1136]
entry-divider	[372, 1290, 507, 1291]
okra-piece	[114, 249, 134, 263]
zodiac-glyph: ♍	[202, 1333, 220, 1354]
sign-name: ಸಿಂಹ:	[232, 1286, 248, 1294]
horoscope-entry	[56, 1320, 181, 1340]
ulcer-text-col1	[27, 508, 177, 681]
crab-icon	[193, 1232, 229, 1264]
sign-name: ಕುಂಭ:	[412, 1369, 430, 1377]
remedy-text: ತೆಂಗಿನೆಣ್ಣೆಯು ಈ ಬಾಯಿ ಹುಣ್ಣುಗಳನ್ನು ಕಡಿಮೆ ಮಾಡುತ್ತದೆ. ತೆಂಗಿನ ಎಣ್ಣೆಯನ್ನು ನೀರಿನೊಂದಿಗೆ ಕುಡಿಯುವುದರಿಂದ ಈ ಬಾಯಿ ಹುಣ್ಣು ಕಡಿಮೆಯಾಗುತ್ತದೆ.	[27, 651, 177, 681]
sign-name: ಕನ್ಯಾ:	[232, 1336, 247, 1344]
method-text	[288, 180, 434, 462]
okra-piece	[216, 301, 232, 321]
masthead-divider	[48, 6, 49, 50]
unicef-text-col1	[514, 1232, 662, 1283]
ulcer-text-col2	[248, 652, 413, 713]
entry-divider	[193, 1476, 354, 1477]
lightbulb-base-icon	[66, 100, 84, 118]
okra-piece	[154, 300, 173, 312]
sign-icon-label: ವೃಶ್ಚಿಕ	[207, 1456, 215, 1461]
astrologer-name: ಜಯಶ್ರೀ.ಬಿ.ಆರ್	[54, 1230, 146, 1244]
horoscope-entry	[56, 1366, 181, 1395]
headline-line: ಎಂಗೇಜ್ಮೆಂಟ್!	[544, 225, 652, 251]
theatre-text-col4	[762, 1012, 937, 1114]
paragraph: ಸಾಂಸ್ಥಿಕಗೊಳಿಸಲು ಯುನೈಟೆಡ್ ನೇಷನ್ಸ್ ಇಂಟರ್ನ್ಯಾಷನಲ್ ಚಿಲ್ಡ್ರನ್ಸ್ ಎಮರ್ಜೆನ್ಸಿ ಫಂಡ್ (ಯುನಿಸೆಫ್) ಅನ್ನು ಸ್ಥಾಪಿಸಿತು. 1950 ರಲ್ಲಿ, ವಿಶೇಷವಾಗಿ ಅಭಿವೃದ್ಧಿಶೀಲ ರಾಷ್ಟ್ರಗಳಲ್ಲಿ ಮಹಿಳೆಯರು ಮತ್ತು ಮಕ್ಕಳ ದೀರ್ಘಾವಧಿಯ ಅಗತ್ಯಗಳನ್ನು ಎದುರಿಸಲು ಗಳಿಸುವುದು ನ ಉದ್ದೇಶವನ್ನು ವಿಸ್ತರಿಸಲಾಯಿತು. 1953 ರಲ್ಲಿ, ಸಂಸ್ಥೆಯು ವಿಶ್ವಸಂಸ್ಥೆಯ ವ್ಯವಸ್ಥೆಯ ಶಾಶ್ವತ ಭಾಗವಾಯಿತು, ಮತ್ತು ಅದರ ಹೆಸರನ್ನು ಯುನೈಟೆಡ್ ನೇಷನ್ಸ್ ಚಿಲ್ಡ್ರನ್ಸ್ ಫಂಡ್ ಎಂದು ಬದಲಾಯಿಸಲಾಯಿತು, ಆದರೂ ಅದು ಮೂಲ ಸಂಕ್ಷಿಪ್ತ ರೂಪವನ್ನು ಉಳಿಸಿಕೊಂಡಿದೆ. UNICEF ಸಹಾಯಗಳಿಗೆ ಮೇಲೆ ಅವಲಂಬಿತವಾಗಿದೆ. 2019 ರಲ್ಲಿ, ಗಳಿಸುವುದು ನ 137 ಸರ್ಕಾರಗಳು ನೀಡಿದ್ದವು, ಅಂತರ-ಸರ್ಕಾರಿ ಸಂಸ್ಥೆಗಳು ಮತ್ತು ಅಂತರ-ಸಂಸ್ಥೆಯ ನಿಧಿಗಳಿಂದ $4.7 ಬಿಲಿಯನ್ ಕೊಡುಗೆಗಳನ್ನು ಸ್ವೀಕರಿಸಿದೆ.	[730, 1297, 940, 1377]
top-article-col1	[205, 8, 477, 69]
sign-prediction: ಅಧಿಕ ಲಾಭ, ಅನಾವಶ್ಯಕ ವಿಚಾರಗಳು, ಉದ್ಯೋಗದಲ್ಲಿ ಬಡ್ತಿ, ಮಿತ್ರರಿಂದ ದ್ರೋಹ ಎಚ್ಚರ.	[56, 1320, 156, 1338]
paragraph: ಮೊಡವೆಗಳು ಬಂದರೂ ಅವುಗಳ ಕಲೆ ಉಳಿಯದಂತೆ ನೋಡಿಕೊಳ್ಳಬೇಕು. ಆಹಾರದಲ್ಲಿ ಹೆಚ್ಚು ಕರಿದ ಪದಾರ್ಥಗಳ ಸೇವನೆ ಬೇಡ. ಮಲಬದ್ಧತೆಯ ತೊಂದರೆಯಿದ್ದಲ್ಲಿ ಅದನ್ನು ನಿವಾರಿಸಿಕೊಳ್ಳಬೇಕು. ದಿನಕ್ಕೆ ನಾಲ್ಕೈದು ಬಾರಿ ಬೆಚ್ಚಗಿನ ನೀರಿನಲ್ಲಿ ಮುಖ ತೊಳೆಯಬೇಕು. ಮುಖದಲ್ಲಿ ಜಿಡ್ಡಿನಂಶವಿಲ್ಲದಂತೆ ನೋಡಿಕೊಳ್ಳಬೇಕು. ಮುಖಕ್ಕೆ ಹಚ್ಚುವ ಕ್ರೀಮ್ ಅಥವಾ ಮೇಕಪ್ ಸಾಮಗ್ರಿಗಳಿಂದ ಅಲರ್ಜಿಯಾಗುತ್ತಿದ್ದಲ್ಲಿ ಅದನ್ನು ಬಳಸಬಾರದು. ಮೊಡವೆಗಳನ್ನು ಚಿವುಟಬಾರದು. ಕಿತ್ತಳೆ ಹಣ್ಣಿನ ಸಿಪ್ಪೆಯನ್ನು ಒಣಗಿಸಿ ಪುಡಿ ಮಾಡಿ ಅದಕ್ಕೆ ಸ್ವಲ್ಪ ನೀರು ಬೆರೆಸಿ ಮುಖಕ್ಕೆ ಹಚ್ಚಿ ಅರ್ಧ ಗಂಟೆಯ ನಂತರ ತೊಳೆದರೆ ಮೊಡವೆಗಳು ಕಡಿಮೆಯಾಗುತ್ತವೆ. ಬೇವಿನ ಎಲೆಯನ್ನು ಅರೆದು ಮುಖಕ್ಕೆ ಹಚ್ಚುವುದರಿಂದ ಕೂಡ ಮೊಡವೆಗಳು ಕಡಿಮೆಯಾಗುತ್ತವೆ. ಕಹಿಬೇವು ಅಥವಾ ತುಳಸಿ ಎಲೆಗಳನ್ನು ಹಾಕಿ ಕುದಿಸಿದ ನೀರಿನಿಂದ ಮುಖ ತೊಳೆಯುವುದರಿಂದ ಮೊಡವೆ ಕಡಿಮೆಯಾಗುತ್ತದೆ. ಲಿಂಬೆರಸ, ಜೇನು ಮತ್ತು ಹಾಲನ್ನು ಸೇರಿಸಿ ಮುಖಕ್ಕೆ ಹಚ್ಚಿ ಕೆಲವು ನಿಮಿಷಗಳ ನಂತರ ತೊಳೆಯಬೇಕು. ಚಿಕ್ಕ ಈರುಳ್ಳಿ ಮತ್ತು ಮೆಣಸು ಅರೆದು ಮುಖಕ್ಕೆ ಹಚ್ಚಿದರೆ ಮೊಡವೆ ಕಡಿಮೆಯಾಗುತ್ತದೆ. ನೆಲ್ಲಿಕಾಯಿ, ಬೆಟ್ಟದ ನೆಲ್ಲಿಕಾಯಿ, ಕ್ಯಾರೆಟ್, ಹಸಿರು ತರಕಾರಿಗಳು ಮತ್ತು ಹಣ್ಣುಗಳನ್ನು ಹೆಚ್ಚಾಗಿ ಸೇವಿಸುವುದು ಉತ್ತಮ. ಕೊಬ್ಬರಿ ಎಣ್ಣೆಯಿಂದ ಮುಖಕ್ಕೆ ಮಸಾಜ್ ಮಾಡುವುದರಿಂದ ಚರ್ಮಕ್ಕೆ ಬೇಕಾದ ತೇವಾಂಶ ಸಿಗುತ್ತದೆ. ಮೊಡವೆಗಳ ಕಾರಣಗಳನ್ನು ಅರಿತು ಚಿಕಿತ್ಸೆ ಮಾಡಬೇಕು.	[5, 829, 177, 1001]
sign-name: ಮೇಷ:	[56, 1320, 74, 1328]
ingredients-list: ಬೆಂಡೆಕಾಯಿ - 1/4 ಕೆಜಿ, ಟೊಮ್ಯಾಟೋ - 4, ಈರುಳ್ಳಿ - 3, ಎಣ್ಣೆ - 1/2 ಕಪ್, ಜೀರಿಗೆ - 1 ಟೀ ಸ್ಪೂನ್, ಅರಿಶಿನ - 1/2 ಸ್ಪೂನ್, ಅಚ್ಚ ಖಾರದ ಪುಡಿ - 2 ಸ್ಪೂನ್, ಧನಿಯಾ ಪುಡಿ - 1 1/2 ಸ್ಪೂನ್, ಗರಂ ಮಸಾಲೆ ಪುಡಿ - 1 ಸ್ಪೂನ್, ಫ್ರೆಷ್ ಕ್ರೀಮ್ - 2 ಸ್ಪೂನ್, ಸಕ್ಕರೆ - 1 ಸ್ಪೂನ್, ಉಪ್ಪು - ರುಚಿಗೆ ತಕ್ಕಷ್ಟು	[5, 408, 285, 462]
sign-prediction: ಮಾತಿಗೆ ಮರುಳಾಗ ಬೇಡಿ, ಮಾತಿನ ವೈಖರಿ, ಉದ್ಯೋಗದಲ್ಲಿ ಕಿರಿಕಿರಿ, ವಿದ್ಯಾರ್ಥಿಗಳಲ್ಲಿ ಪ್ರತಿಭೆ	[412, 1440, 500, 1468]
horoscope-entry	[412, 1298, 507, 1327]
paragraph: ಮೊಡವೆಗಳಿಂದ ಬಳಲುವವರು ಬಿಸಿಲಿನಲ್ಲಿ ಹೆಚ್ಚು ಓಡಾಡಬಾರದು. ಮುಖಕ್ಕೆ ಧೂಳು ಮತ್ತು ಹೊಗೆ ತಾಗದಂತೆ ಎಚ್ಚರ ವಹಿಸಬೇಕು. ತಲೆಯ ಹೊಟ್ಟು ಇದ್ದರೆ ಅದನ್ನು ನಿವಾರಿಸಿಕೊಳ್ಳಬೇಕು. ದಿನಕ್ಕೆ ಕನಿಷ್ಠ ಎಂಟು ಲೋಟ ನೀರು ಕುಡಿಯಬೇಕು. ತ್ವಚೆಯ ಆರೋಗ್ಯಕ್ಕಾಗಿ ಸಮತೋಲನ ಆಹಾರ ಸೇವಿಸಬೇಕು. ರಾತ್ರಿ ಮಲಗುವ ಮುನ್ನ ಮೇಕಪ್ ಸಂಪೂರ್ಣವಾಗಿ ತೆಗೆದು ಮುಖ ತೊಳೆದು ಮಲಗಬೇಕು. ಸಾಕಷ್ಟು ನಿದ್ರೆ ಮಾಡುವುದು ತ್ವಚೆಯ ಆರೋಗ್ಯಕ್ಕೆ ಅಗತ್ಯ. ಒತ್ತಡ ರಹಿತ ಜೀವನ ನಡೆಸಬೇಕು. ವ್ಯಾಯಾಮ ಮತ್ತು ಯೋಗ ತ್ವಚೆಯ ಆರೋಗ್ಯ ಹೆಚ್ಚಿಸುತ್ತದೆ. ಹಣ್ಣಿನ ರಸ, ಎಳನೀರು ಸೇವನೆಯಿಂದ ಚರ್ಮ ಕಾಂತಿಯುತವಾಗುತ್ತದೆ. ಚರ್ಮದ ವಿಧಕ್ಕೆ ಅನುಗುಣವಾಗಿ ಸೌಂದರ್ಯವರ್ಧಕಗಳನ್ನು ಆಯ್ಕೆ ಮಾಡಬೇಕು. ಎಣ್ಣೆ ಚರ್ಮದವರು ಕ್ರೀಮ್ ಗಳನ್ನು ಕಡಿಮೆ ಬಳಸಬೇಕು. ಒಣ ಚರ್ಮದವರು ಮಾಯಿಶ್ಚರೈಸರ್ ಬಳಸುವುದು ಉತ್ತಮ. ಸನ್ ಸ್ಕ್ರೀನ್ ಬಳಕೆ ಬಿಸಿಲಿನಿಂದ ರಕ್ಷಣೆ ನೀಡುತ್ತದೆ. ಮುಖವನ್ನು ಮೃದುವಾದ ಟವಲ್ ನಿಂದ ಒರೆಸಬೇಕು. ಇತರರ ಟವಲ್, ಬಾಚಣಿಗೆ ಬಳಸಬಾರದು. ದಿಂಬಿನ ಕವರ್ ಅನ್ನು ಆಗಾಗ ಬದಲಾಯಿಸಬೇಕು. ಮೊಬೈಲ್ ಫೋನ್ ಪರದೆಯನ್ನು ಸ್ವಚ್ಛವಾಗಿಡಬೇಕು. ಕೂದಲು ಮುಖದ ಮೇಲೆ ಬೀಳದಂತೆ ಕಟ್ಟಿಕೊಳ್ಳಬೇಕು. ಹಾಲು, ಮೊಸರು ಮತ್ತು ಬೆಣ್ಣೆಯ ಸಮತೋಲಿತ ಬಳಕೆ ಒಳ್ಳೆಯದು. ಚಾಕಲೇಟ್, ಜಂಕ್ ಫುಡ್ ಸೇವನೆ ಕಡಿಮೆ ಮಾಡಿದರೆ ಮೊಡವೆಗಳ ಸಮಸ್ಯೆ ಕಡಿಮೆಯಾಗುತ್ತದೆ. ಕಡಲೆಹಿಟ್ಟು, ಅರಿಶಿನ, ಹಾಲಿನ ಕೆನೆ ಸೇರಿಸಿ ಮುಖಕ್ಕೆ ಹಚ್ಚಿದರೆ ತ್ವಚೆ ಆರೋಗ್ಯವಾಗಿರುತ್ತದೆ.	[183, 1015, 435, 1136]
issue-date: ಬುಧವಾರ 11.12.2024	[80, 30, 154, 39]
